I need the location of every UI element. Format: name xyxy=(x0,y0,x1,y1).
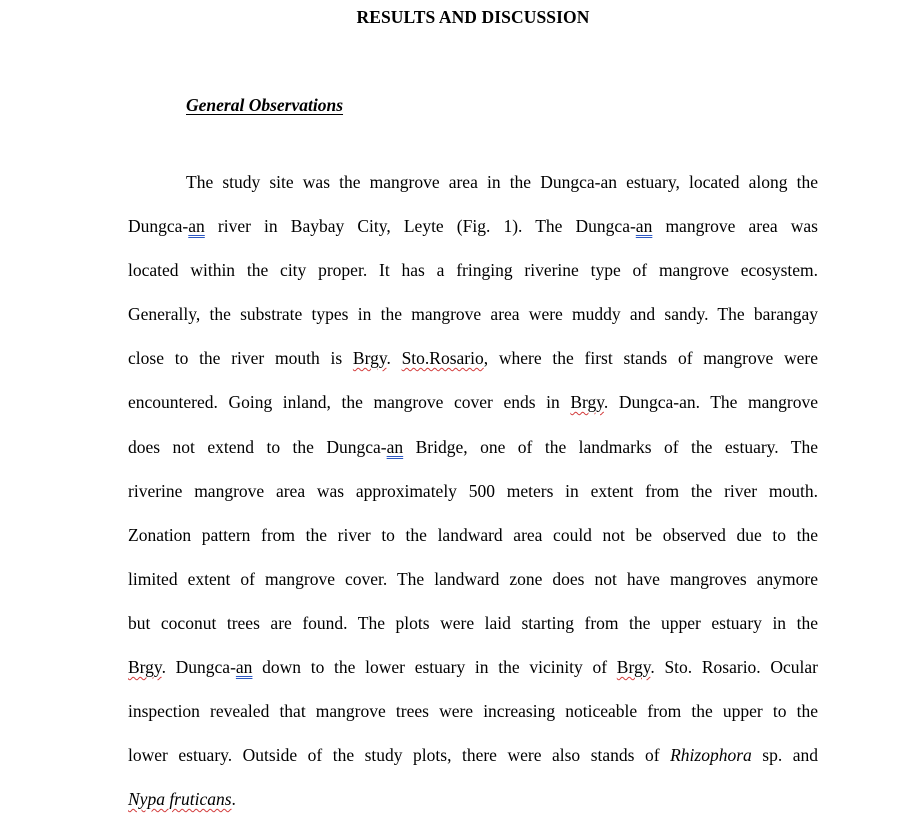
section-heading: RESULTS AND DISCUSSION xyxy=(356,7,590,27)
spelling-squiggle[interactable]: Brgy xyxy=(128,657,162,677)
spelling-squiggle[interactable]: Brgy xyxy=(616,657,651,677)
paragraph-line xyxy=(128,788,818,810)
paragraph-line: inspection revealed that mangrove trees were increasing noticeable from the upper to the xyxy=(128,701,818,721)
text-run: . Dungca-an. The mangrove xyxy=(603,392,819,412)
paragraph-line: Zonation pattern from the river to the landward area could not be observed due to the xyxy=(128,525,818,545)
text-run: . xyxy=(231,789,236,809)
paragraph-line xyxy=(128,391,818,413)
text-run: sp. and xyxy=(751,745,819,765)
paragraph-line: limited extent of mangrove cover. The landward zone does not have mangroves anymore xyxy=(128,569,818,589)
text-run: encountered. Going inland, the mangrove cover ends in xyxy=(128,392,571,412)
text-run: close to the river mouth is xyxy=(128,348,353,368)
paragraph-line xyxy=(128,436,818,458)
text-run: does not extend to the Dungca- xyxy=(128,437,387,457)
spelling-squiggle[interactable]: Sto.Rosario xyxy=(401,348,484,368)
subsection-heading: General Observations xyxy=(186,95,344,115)
spelling-squiggle[interactable]: Nypa fruticans xyxy=(128,789,232,809)
spelling-squiggle[interactable]: Brgy xyxy=(570,392,604,412)
text-run: Bridge, one of the landmarks of the estuary. The xyxy=(403,437,819,457)
species-name: Rhizophora xyxy=(670,745,752,765)
text-run: Dungca- xyxy=(128,216,189,236)
text-run: . Sto. Rosario. Ocular xyxy=(650,657,818,677)
paragraph-line: riverine mangrove area was approximately 500 meters in extent from the river mouth. xyxy=(128,481,818,501)
grammar-underline[interactable]: an xyxy=(235,657,253,677)
text-run: lower estuary. Outside of the study plots, there were also stands of xyxy=(128,745,671,765)
paragraph-line: located within the city proper. It has a fringing riverine type of mangrove ecosystem. xyxy=(128,260,818,280)
paragraph-line xyxy=(128,744,818,766)
text-run: down to the lower estuary in the vicinity of xyxy=(252,657,617,677)
paragraph-line xyxy=(128,656,818,678)
spelling-squiggle[interactable]: Brgy xyxy=(352,348,387,368)
paragraph-line: but coconut trees are found. The plots were laid starting from the upper estuary in the xyxy=(128,613,818,633)
text-run: . Dungca- xyxy=(161,657,236,677)
grammar-underline[interactable]: an xyxy=(188,216,205,236)
paragraph-line: The study site was the mangrove area in the Dungca-an estuary, located along the xyxy=(186,172,818,192)
paragraph-line xyxy=(128,347,818,369)
grammar-underline[interactable]: an xyxy=(635,216,653,236)
text-run: . xyxy=(386,348,402,368)
grammar-underline[interactable]: an xyxy=(386,437,404,457)
paragraph-line: Generally, the substrate types in the mangrove area were muddy and sandy. The barangay xyxy=(128,304,818,324)
text-run: mangrove area was xyxy=(652,216,818,236)
paragraph-line xyxy=(128,215,818,237)
text-run: , where the first stands of mangrove were xyxy=(483,348,818,368)
text-run: river in Baybay City, Leyte (Fig. 1). The Dungca- xyxy=(204,216,636,236)
